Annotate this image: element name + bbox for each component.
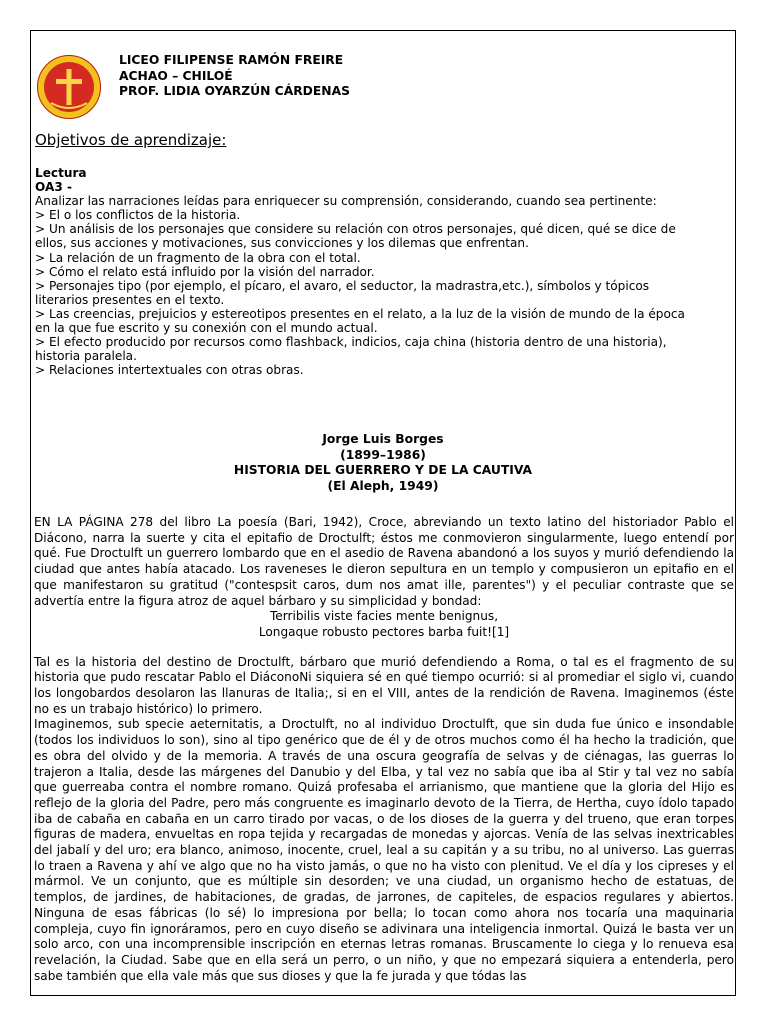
story-paragraph-2: Tal es la historia del destino de Droctulft, bárbaro que murió defendiendo a Roma, o tal es el fragmento de su historia que pudo rescatar Pablo el DiáconoNi siquiera sé en qué tiempo ocurrió: si al promediar el siglo vi, cuando los longobardos desolaron las llanuras de Italia;, si en el VIII, antes de la rendición de Ravena. Imaginemos (éste no es un trabajo histórico) lo primero. [34,654,734,716]
objective-line: > El o los conflictos de la historia. [35,208,241,223]
epitaph-line-1: Terribilis viste facies mente benignus, [269,609,499,624]
story-heading [31,432,735,494]
objective-line: > Personajes tipo (por ejemplo, el pícaro, el avaro, el seductor, la madrastra,etc.), símbolos y tópicos [35,278,650,293]
objectives-title: Objetivos de aprendizaje: [35,131,227,149]
objective-line: ellos, sus acciones y motivaciones, sus convicciones y los dilemas que enfrentan. [35,236,529,251]
story-paragraph-1: EN LA PÁGINA 278 del libro La poesía (Bari, 1942), Croce, abreviando un texto latino del historiador Pablo el Diácono, narra la suerte y cita el epitafio de Droctulft; éstos me conmovieron singularmente, luego entendí por qué. Fue Droctulft un guerrero lombardo que en el asedio de Ravena abandonó a los suyos y murió defendiendo la ciudad que antes había atacado. Los raveneses le dieron sepultura en un templo y compusieron un epitafio en el que manifestaron su gratitud ("contespsit caros, dum nos amat ille, parentes") y el peculiar contraste que se advertía entre la figura atroz de aquel bárbaro y su simplicidad y bondad: [34,515,734,608]
objective-line: > Relaciones intertextuales con otras obras. [35,363,304,378]
story-author: Jorge Luis Borges [322,432,444,446]
objective-line: literarios presentes en el texto. [35,292,225,307]
story-years: (1899–1986) [340,447,426,462]
teacher-name: PROF. LIDIA OYARZÚN CÁRDENAS [119,84,350,98]
story-paragraph-3: Imaginemos, sub specie aeternitatis, a Droctulft, no al individuo Droctulft, que sin duda fue único e insondable (todos los individuos lo son), sino al tipo genérico que de él y de otros muchos como él ha hecho la tradición, que es obra del olvido y de la memoria. A través de una oscura geografía de selvas y de ciénagas, las guerras lo trajeron a Italia, desde las márgenes del Danubio y del Elba, y tal vez no sabía que iba al Stir y tal vez no sabía que guerreaba contra el nombre romano. Quizá profesaba el arrianismo, que mantiene que la gloria del Hijo es reflejo de la gloria del Padre, pero más congruente es imaginarlo devoto de la Tierra, de Hertha, cuyo ídolo tapado iba de cabaña en cabaña en un carro tirado por vacas, o de los dioses de la guerra y del trueno, que eran torpes figuras de madera, envueltas en ropa tejida y recargadas de monedas y ajorcas. Venía de las selvas inextricables del jabalí y del uro; era blanco, animoso, inocente, cruel, leal a su capitán y a su tribu, no al universo. Las guerras lo traen a Ravena y ahí ve algo que no ha visto jamás, o que no ha visto con plenitud. Ve el día y los cipreses y el mármol. Ve un conjunto, que es múltiple sin desorden; ve una ciudad, un organismo hecho de estatuas, de templos, de jardines, de habitaciones, de gradas, de jarrones, de capiteles, de espacios regulares y abiertos. Ninguna de esas fábricas (lo sé) lo impresiona por bella; lo tocan como ahora nos tocaría una maquinaria compleja, cuyo fin ignoráramos, pero en cuyo diseño se adivinara una inteligencia inmortal. Quizá le basta ver un solo arco, con una incomprensible inscripción en eternas letras romanas. Bruscamente lo ciega y lo renueva esa revelación, la Ciudad. Sabe que en ella será un perro, o un niño, y que no empezará siquiera a entenderla, pero sabe también que ella vale más que sus dioses y que la fe jurada y que tódas las [34,717,734,983]
epitaph-line-2: Longaque robusto pectores barba fuit![1] [258,624,510,639]
story-title: HISTORIA DEL GUERRERO Y DE LA CAUTIVA [233,463,533,477]
objectives-body [35,166,725,377]
objective-line: > Cómo el relato está influido por la visión del narrador. [35,264,375,279]
school-crest-icon [35,53,103,121]
document-header [35,47,725,117]
document-page [30,30,736,996]
objective-line: en la que fue escrito y su conexión con el mundo actual. [35,321,378,336]
objective-line: > El efecto producido por recursos como flashback, indicios, caja china (historia dentro de una historia), [35,335,667,350]
objective-line: Analizar las narraciones leídas para enriquecer su comprensión, considerando, cuando sea pertinente: [35,194,657,209]
objective-line: > La relación de un fragmento de la obra con el total. [35,250,361,265]
story-source: (El Aleph, 1949) [327,478,439,493]
objective-line: > Un análisis de los personajes que considere su relación con otros personajes, qué dicen, qué se dice de [35,222,676,237]
school-location: ACHAO – CHILOÉ [119,68,233,83]
objective-line: historia paralela. [35,349,137,364]
objective-line: > Las creencias, prejuicios y estereotipos presentes en el relato, a la luz de la visión de mundo de la época [35,306,685,321]
school-info [119,53,350,100]
objectives-code: OA3 - [35,180,72,195]
objectives-list [35,194,725,377]
story-text [34,515,734,984]
school-name: LICEO FILIPENSE RAMÓN FREIRE [119,53,344,67]
objectives-category: Lectura [35,166,87,180]
